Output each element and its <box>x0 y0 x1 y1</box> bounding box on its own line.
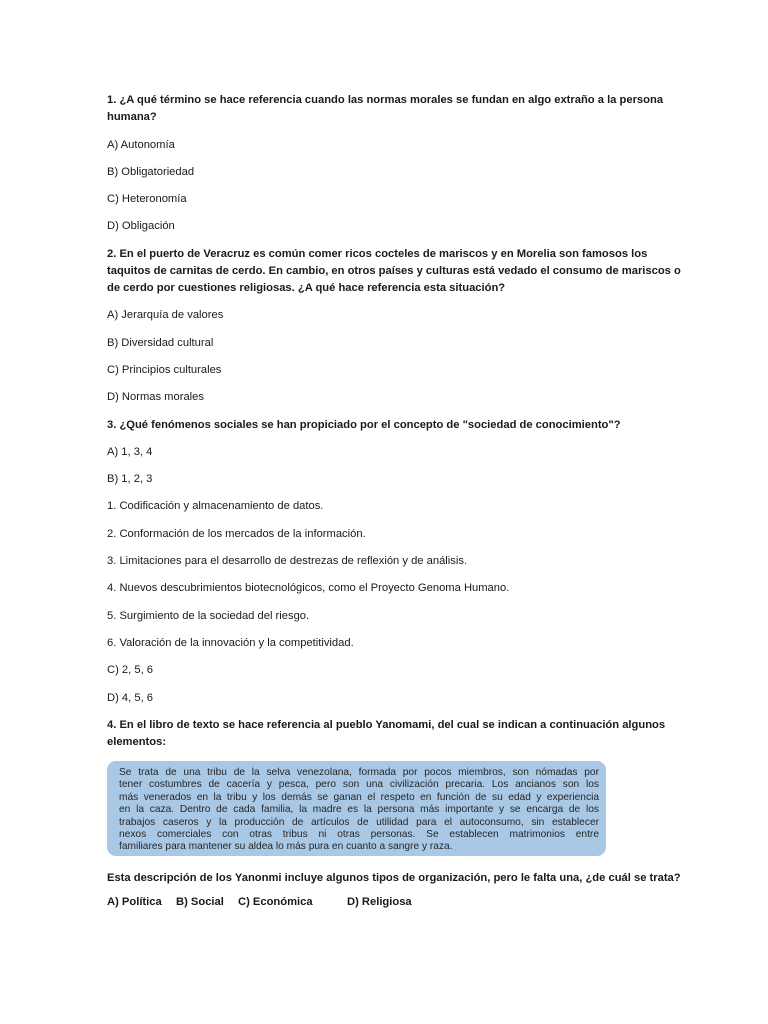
box-line: trabajos caseros y la producción de artículos de utilidad para el autoconsumo, sin establecer <box>119 816 599 828</box>
q3-item-4: 4. Nuevos descubrimientos biotecnológicos, como el Proyecto Genoma Humano. <box>107 582 510 594</box>
q4-option-c: C) Económica <box>238 896 313 908</box>
q3-item-5: 5. Surgimiento de la sociedad del riesgo. <box>107 610 310 622</box>
q2-question-cont: taquitos de carnitas de cerdo. En cambio, en otros países y culturas está vedado el consumo de mariscos o <box>107 265 681 277</box>
q3-item-6: 6. Valoración de la innovación y la competitividad. <box>107 637 354 649</box>
q3-question: 3. ¿Qué fenómenos sociales se han propiciado por el concepto de "sociedad de conocimiento"? <box>107 419 621 431</box>
q4-followup: Esta descripción de los Yanonmi incluye algunos tipos de organización, pero le falta una, ¿de cuál se trata? <box>107 872 681 884</box>
box-line: tener costumbres de cacería y pesca, pero son una civilización precaria. Los ancianos son los <box>119 779 599 791</box>
q4-question-cont: elementos: <box>107 736 167 748</box>
q1-option-c: C) Heteronomía <box>107 193 187 205</box>
q4-option-d: D) Religiosa <box>347 896 412 908</box>
q3-option-b: B) 1, 2, 3 <box>107 473 153 485</box>
q1-option-d: D) Obligación <box>107 220 175 232</box>
q3-option-a: A) 1, 3, 4 <box>107 446 153 458</box>
box-line: más venerados en la tribu y los demás se ganan el respeto en función de su edad y experiencia <box>119 791 599 803</box>
q2-question: 2. En el puerto de Veracruz es común comer ricos cocteles de mariscos y en Morelia son famosos los <box>107 248 648 260</box>
box-line: Se trata de una tribu de la selva venezolana, formada por pocos miembros, son nómadas por <box>119 767 599 778</box>
q2-option-c: C) Principios culturales <box>107 364 222 376</box>
q4-question: 4. En el libro de texto se hace referencia al pueblo Yanomami, del cual se indican a continuación algunos <box>107 719 666 731</box>
box-line: nexos comerciales con otras tribus ni otras personas. Se establecen matrimonios entre <box>119 828 599 840</box>
q3-option-c: C) 2, 5, 6 <box>107 664 154 676</box>
q3-item-1: 1. Codificación y almacenamiento de datos. <box>107 500 324 512</box>
q1-option-a: A) Autonomía <box>107 139 175 151</box>
q3-item-2: 2. Conformación de los mercados de la información. <box>107 528 366 540</box>
q3-option-d: D) 4, 5, 6 <box>107 692 154 704</box>
q1-question: 1. ¿A qué término se hace referencia cuando las normas morales se fundan en algo extraño a la persona <box>107 94 664 106</box>
q2-option-a: A) Jerarquía de valores <box>107 309 224 321</box>
box-line: familiares para mantener su aldea lo más pura en cuanto a sangre y raza. <box>119 841 453 853</box>
q3-item-3: 3. Limitaciones para el desarrollo de destrezas de reflexión y de análisis. <box>107 555 468 567</box>
q2-option-d: D) Normas morales <box>107 391 204 403</box>
box-line: en la caza. Dentro de cada familia, la madre es la persona más importante y se encarga de los <box>119 804 599 816</box>
q4-option-a: A) Política <box>107 896 162 908</box>
yanomami-description-box <box>107 761 606 856</box>
q1-question-cont: humana? <box>107 111 157 123</box>
q2-option-b: B) Diversidad cultural <box>107 337 214 349</box>
q4-option-b: B) Social <box>176 896 224 908</box>
q2-question-cont2: de cerdo por cuestiones religiosas. ¿A qué hace referencia esta situación? <box>107 282 506 294</box>
q1-option-b: B) Obligatoriedad <box>107 166 195 178</box>
